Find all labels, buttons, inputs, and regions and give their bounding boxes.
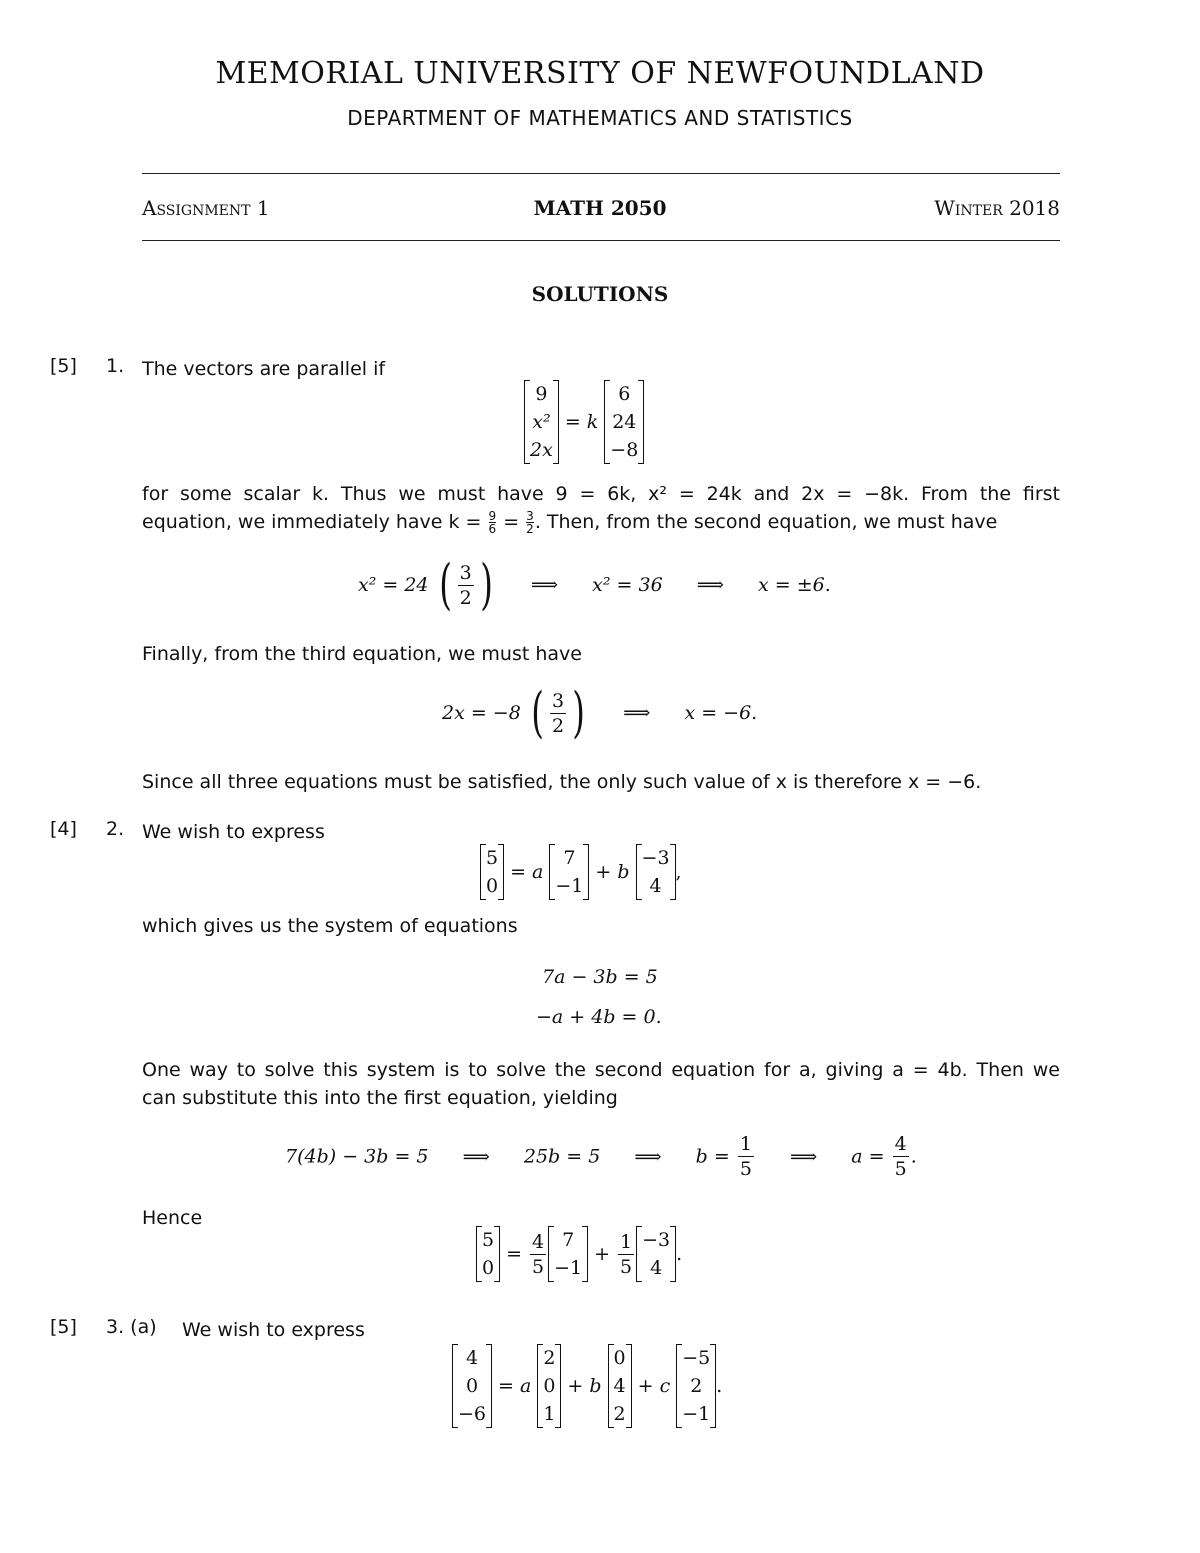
q3-vector-3: −5 2 −1 (676, 1344, 716, 1428)
q3-vector-2: 0 4 2 (608, 1344, 632, 1428)
q3-vector-1: 2 0 1 (537, 1344, 561, 1428)
q2-line2: can substitute this into the first equation, yielding (142, 1087, 618, 1109)
q2-number: 2. (106, 818, 125, 840)
q1-line1: for some scalar k. Thus we must have 9 = 6k, x² = 24k and 2x = −8k. From the first (142, 483, 1060, 505)
q1-rhs-vector: 6 24 −8 (604, 380, 644, 464)
q2-final-vector-2: −3 4 (636, 1226, 676, 1282)
q2-final-target-vector: 5 0 (476, 1226, 500, 1282)
solutions-heading: SOLUTIONS (531, 282, 669, 306)
q2-final-vector-1: 7 −1 (548, 1226, 588, 1282)
q2-final-equation: 5 0 = $\frac{4}{5}$ 7 −1 + $\frac{1}{5}$ −3 4 . (476, 1226, 682, 1282)
q1-frac-9-6: $\frac{9}{6}$ (488, 509, 497, 536)
q1-conclusion: Since all three equations must be satisfied, the only such value of x is therefore x = −6. (142, 771, 982, 793)
q1-frac-three-halves: $\frac{3}{2}$ (459, 561, 472, 609)
q2-frac-a: $\frac{4}{5}$ (894, 1133, 907, 1180)
q1-line2: equation, we immediately have k = $\frac{9}{6}$ = $\frac{3}{2}$ . Then, from the second equation, we must have (142, 509, 998, 536)
q1-frac-3-2: $\frac{3}{2}$ (526, 509, 534, 536)
q1-lhs-vector: 9 x² 2x (524, 380, 559, 464)
course-code: MATH 2050 (533, 196, 667, 220)
q2-marks: [4] (50, 818, 77, 840)
q3-target-vector: 4 0 −6 (452, 1344, 492, 1428)
q2-final-frac-a: $\frac{4}{5}$ (532, 1230, 545, 1278)
q1-marks: [5] (50, 355, 77, 377)
q1-number: 1. (106, 355, 125, 377)
department-name: DEPARTMENT OF MATHEMATICS AND STATISTICS (347, 106, 853, 130)
university-name: MEMORIAL UNIVERSITY OF NEWFOUNDLAND (215, 56, 985, 91)
q1-equation-chain-2: 2x = −8 ( $\frac{3}{2}$ ) ⟹ x = −6. (442, 681, 758, 744)
q2-line1: One way to solve this system is to solve the second equation for a, giving a = 4b. Then we (142, 1059, 1060, 1081)
q1-line3: Finally, from the third equation, we must have (142, 643, 582, 665)
q2-solution-chain: 7(4b) − 3b = 5 ⟹ 25b = 5 ⟹ b = $\frac{1}{5}$ ⟹ a = $\frac{4}{5}$ . (285, 1133, 917, 1180)
q2-target-vector: 5 0 (480, 844, 504, 900)
q2-system-eq1: 7a − 3b = 5 (542, 966, 658, 988)
q2-vector-1: 7 −1 (549, 844, 589, 900)
term-label: Winter 2018 (934, 196, 1060, 220)
q2-vector-equation: 5 0 = a 7 −1 + b −3 4 , (480, 844, 682, 900)
q3-number: 3. (a) (106, 1316, 157, 1338)
top-rule (142, 173, 1060, 174)
q2-hence: Hence (142, 1207, 203, 1229)
q2-frac-b: $\frac{1}{5}$ (739, 1133, 752, 1180)
q1-eq-k: = k (564, 411, 599, 433)
assignment-label: Assignment 1 (142, 196, 270, 220)
q2-final-frac-b: $\frac{1}{5}$ (620, 1230, 633, 1278)
bottom-rule (142, 240, 1060, 241)
q3-intro: We wish to express (182, 1319, 365, 1341)
q1-intro: The vectors are parallel if (142, 358, 386, 380)
q1-vector-equation (524, 380, 644, 464)
q1-frac-three-halves-2: $\frac{3}{2}$ (551, 689, 565, 737)
q2-vector-2: −3 4 (636, 844, 676, 900)
q3-marks: [5] (50, 1316, 77, 1338)
q2-system-eq2: −a + 4b = 0. (536, 1006, 662, 1028)
q3-vector-equation: 4 0 −6 = a 2 0 1 + b 0 4 2 + c −5 2 −1 . (452, 1344, 722, 1428)
q2-system-intro: which gives us the system of equations (142, 915, 518, 937)
q2-intro: We wish to express (142, 821, 325, 843)
q1-equation-chain-1: x² = 24 ( $\frac{3}{2}$ ) ⟹ x² = 36 ⟹ x = ±6. (358, 553, 831, 616)
